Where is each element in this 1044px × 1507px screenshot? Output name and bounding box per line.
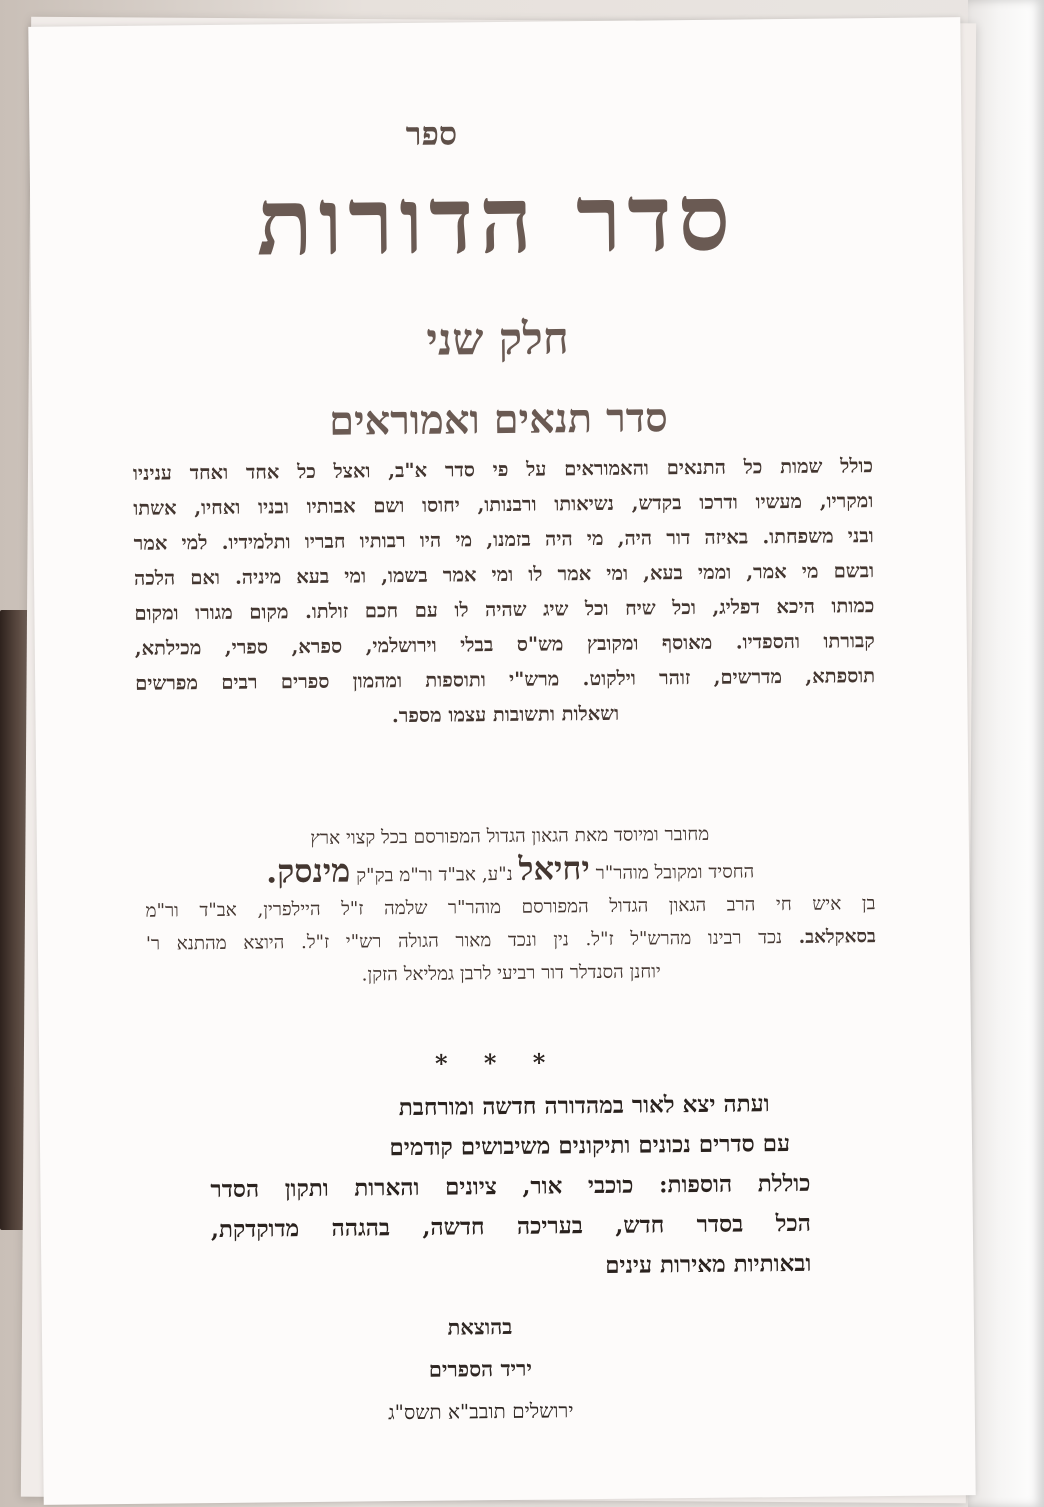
book-subtitle: סדר תנאים ואמוראים (328, 394, 668, 445)
author-position: נ"ע, אב"ד ור"מ בק"ק (356, 863, 513, 887)
author-line-3: בן איש חי הרב הגאון הגדול המפורסם מוהר"ר שלמה ז"ל היילפרין, אב"ד ור"מ (145, 893, 876, 922)
description-paragraph (133, 448, 876, 736)
author-line-1: מחובר ומיוסד מאת הגאון הגדול המפורסם בכל קצוי ארץ (310, 823, 710, 850)
book-title: סדר הדורות (256, 163, 737, 277)
description-line: ומקריו, מעשיו ודרכו בקדש, נשיאותו ורבנותו, יחוסו ושם אבותיו ובניו ואחיו, אשתו (133, 489, 874, 520)
edition-block (209, 1084, 811, 1290)
description-line: כמותו היכא דפליג, וכל שיח וכל שיג שהיה לו עם חכם זולתו. מקום מגורו ומקום (134, 594, 875, 625)
author-name: יחיאל (518, 849, 590, 888)
edition-line: כוללת הוספות: כוכבי אור, ציונים והארות ותקון הסדר (210, 1169, 811, 1204)
edition-line: ועתה יצא לאור במהדורה חדשה ומורחבת (398, 1090, 770, 1122)
description-line: ובשם מי אמר, וממי בעא, ומי אמר לו ומי אמר בשמו, ומי בעא מיניה. ואם הלכה (133, 559, 875, 590)
author-title: החסיד ומקובל מוהר"ר (595, 861, 755, 885)
author-city: מינסק. (265, 851, 351, 891)
description-line: קבורתו והספדיו. מאוסף ומקובץ מש"ס בבלי וירושלמי, ספרא, ספרי, מכילתא, (134, 629, 875, 660)
author-block (145, 816, 877, 994)
description-line: ובני משפחתו. באיזה דור היה, מי היה בזמנו, מי היו רבותיו חבריו ותלמידיו. למי אמר (133, 524, 874, 555)
title-page (28, 17, 975, 1505)
publisher-name: יריד הספרים (428, 1355, 533, 1382)
separator-stars: * * * (434, 1047, 560, 1078)
volume-label: חלק שני (426, 313, 570, 366)
author-line-4-bold: בסאקלאב. (798, 926, 876, 948)
edition-line: ובאותיות מאירות עינים (604, 1249, 812, 1279)
sefer-label: ספר (405, 114, 458, 153)
edition-line: הכל בסדר חדש, בעריכה חדשה, בהגהה מדוקדקת, (210, 1209, 811, 1244)
edition-line: עם סדרים נכונים ותיקונים משיבושים קודמים (389, 1130, 791, 1162)
publisher-label: בהוצאת (447, 1313, 513, 1340)
adjacent-paper (968, 0, 1044, 1507)
description-line: כולל שמות כל התנאים והאמוראים על פי סדר א"ב, ואצל כל אחד ואחד עניניו (132, 454, 874, 485)
description-line: תוספתא, מדרשים, זוהר וילקוט. מרש"י ותוספות ומהמון ספרים רבים מפרשים (135, 664, 876, 695)
author-line-5: יוחנן הסנדלר דור רביעי לרבן גמליאל הזקן. (361, 961, 661, 986)
publication-place-date: ירושלים תובב"א תשס"ג (387, 1398, 574, 1425)
publisher-block (14, 1301, 947, 1437)
author-line-4-rest: נכד רבינו מהרש"ל ז"ל. נין ונכד מאור הגולה רש"י ז"ל. היוצא מהתנא ר' (145, 927, 783, 955)
description-line: ושאלות ותשובות עצמו מספר. (391, 701, 620, 728)
